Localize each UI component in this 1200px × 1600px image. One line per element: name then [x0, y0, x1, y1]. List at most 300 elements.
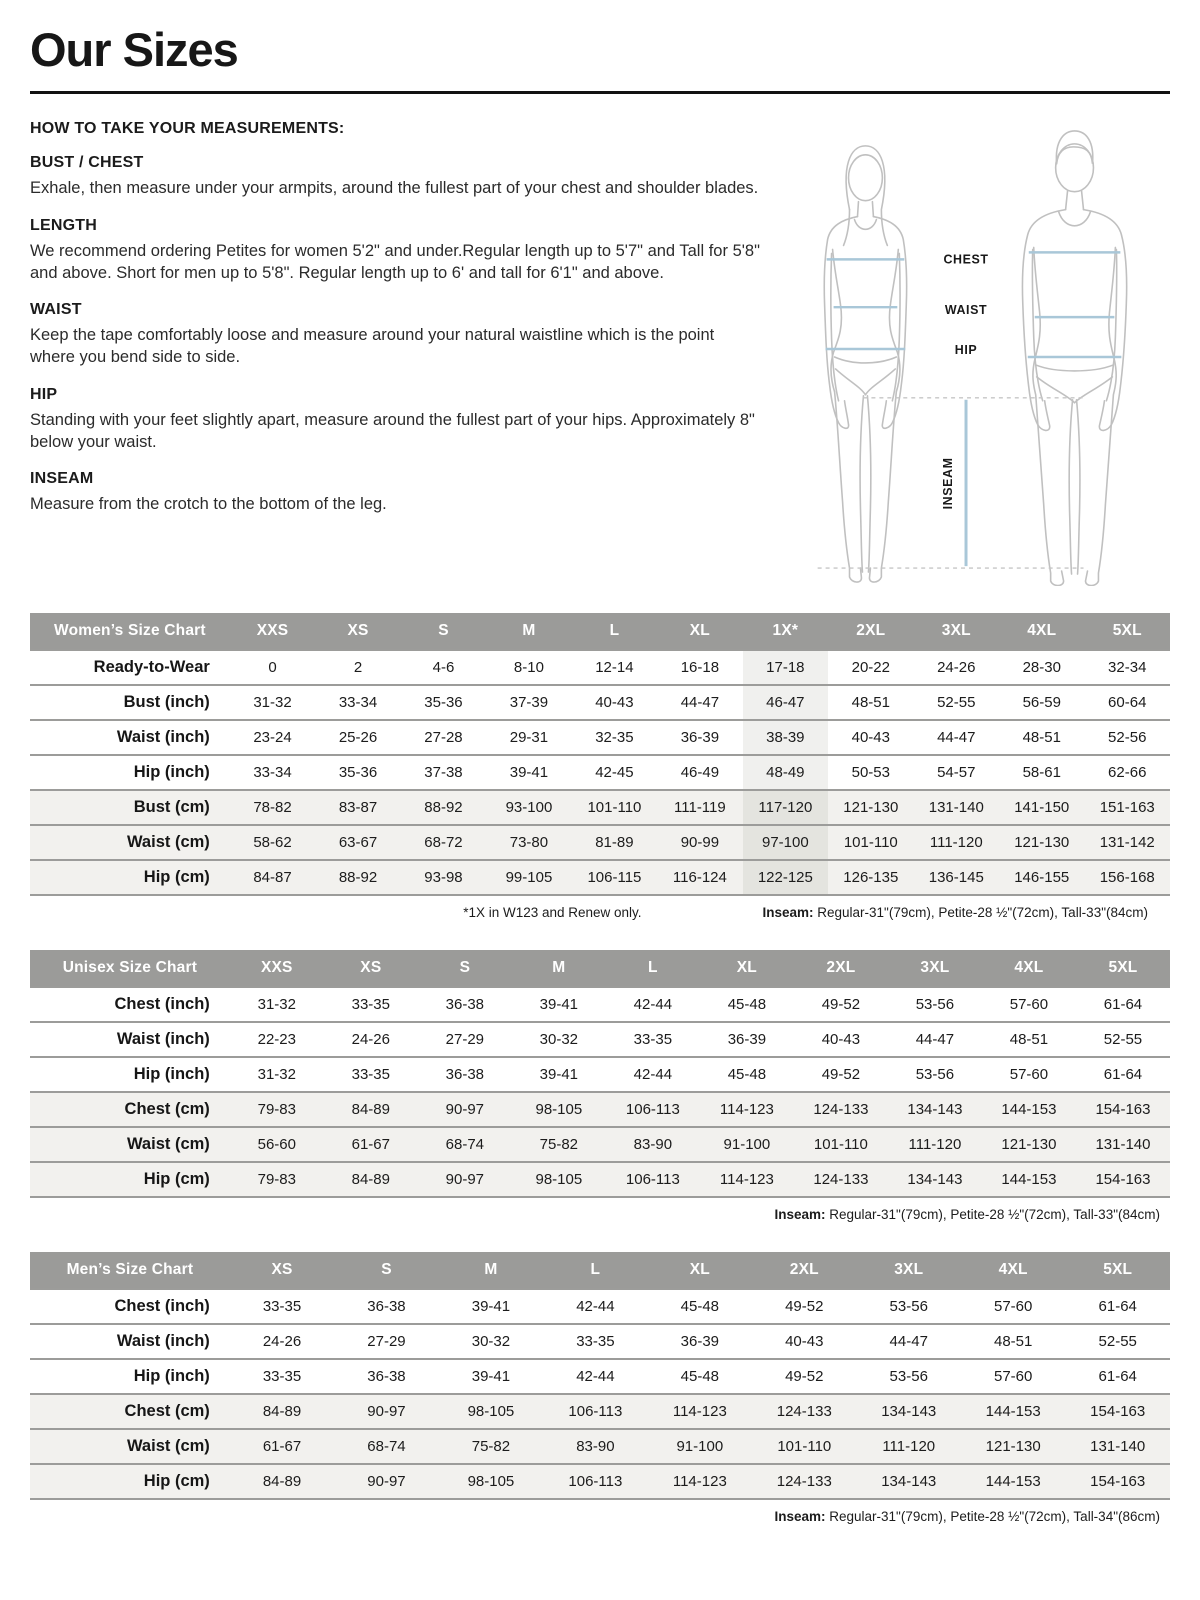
size-cell: 156-168 — [1099, 869, 1155, 886]
size-cell: 44-47 — [680, 694, 720, 711]
size-cell: 63-67 — [338, 834, 378, 851]
size-column-header: S — [418, 950, 512, 987]
size-cell: 98-105 — [535, 1171, 583, 1188]
table-row — [30, 987, 1170, 1022]
size-cell: 25-26 — [338, 729, 378, 746]
size-column-header: 4XL — [961, 1252, 1065, 1289]
waist-label: WAIST — [944, 303, 988, 318]
page-title: Our Sizes — [30, 23, 238, 76]
size-cell: 52-55 — [937, 694, 976, 711]
size-cell: 111-119 — [674, 799, 726, 816]
size-column-header: 5XL — [1065, 1252, 1170, 1289]
size-cell: 60-64 — [1108, 694, 1147, 711]
table-row — [30, 1092, 1170, 1127]
size-cell: 101-110 — [813, 1136, 868, 1153]
section-heading: WAIST — [30, 301, 82, 319]
size-cell: 46-49 — [680, 764, 720, 781]
size-column-header: 5XL — [1076, 950, 1170, 987]
size-cell: 44-47 — [889, 1333, 928, 1350]
size-cell: 90-97 — [367, 1403, 406, 1420]
size-cell: 83-90 — [576, 1438, 615, 1455]
womens-size-chart-table — [30, 613, 1170, 896]
row-label: Chest (inch) — [114, 1297, 210, 1315]
size-cell: 91-100 — [723, 1136, 771, 1153]
size-cell: 48-51 — [994, 1333, 1033, 1350]
unisex-size-chart-block — [30, 950, 1170, 1222]
table-row — [30, 755, 1170, 790]
section-body: We recommend ordering Petites for women 5'2" and under.Regular length up to 5'7" and Tall for 5'8" and above. Short for men up to 5'8". Regular length up to 6' and tall for 6'1" and above. — [30, 241, 760, 282]
section-heading: INSEAM — [30, 470, 94, 488]
row-label: Hip (cm) — [143, 868, 210, 886]
size-cell: 39-41 — [539, 996, 579, 1013]
size-cell: 57-60 — [1009, 1066, 1049, 1083]
row-label: Chest (cm) — [124, 1100, 210, 1118]
row-label: Hip (inch) — [133, 1367, 210, 1385]
size-column-header: XS — [230, 1252, 334, 1289]
table-title: Women’s Size Chart — [30, 613, 230, 650]
row-label: Bust (inch) — [123, 693, 210, 711]
row-label: Waist (cm) — [126, 833, 210, 851]
size-cell: 40-43 — [851, 729, 890, 746]
size-cell: 0 — [268, 659, 277, 676]
female-figure-outline — [824, 146, 906, 582]
table-title: Unisex Size Chart — [30, 950, 230, 987]
size-cell: 36-39 — [680, 1333, 720, 1350]
row-label: Chest (inch) — [114, 995, 210, 1013]
size-column-header: 3XL — [914, 613, 999, 650]
size-cell: 53-56 — [889, 1298, 928, 1315]
size-cell: 8-10 — [513, 659, 544, 676]
table-row — [30, 1464, 1170, 1499]
size-column-header: 3XL — [888, 950, 982, 987]
size-cell: 31-32 — [257, 996, 296, 1013]
size-cell: 56-60 — [257, 1136, 296, 1153]
inseam-note — [774, 1207, 1160, 1222]
inseam-note — [774, 1509, 1160, 1524]
size-cell: 24-26 — [351, 1031, 390, 1048]
size-cell: 49-52 — [785, 1298, 824, 1315]
mens-size-chart-table — [30, 1252, 1170, 1500]
size-cell: 36-38 — [445, 996, 485, 1013]
size-cell: 68-74 — [367, 1438, 406, 1455]
size-cell: 42-44 — [576, 1298, 615, 1315]
womens-footnote — [30, 905, 1170, 920]
size-cell: 48-51 — [1022, 729, 1061, 746]
size-cell: 39-41 — [471, 1298, 511, 1315]
size-cell: 90-97 — [445, 1101, 485, 1118]
instruction-section-hip — [30, 386, 760, 454]
size-cell: 61-64 — [1098, 1298, 1137, 1315]
table-row — [30, 1127, 1170, 1162]
unisex-footnote — [30, 1207, 1170, 1222]
size-cell: 68-74 — [445, 1136, 485, 1153]
size-cell: 30-32 — [539, 1031, 579, 1048]
size-column-header: XXS — [230, 613, 315, 650]
size-cell: 39-41 — [509, 764, 549, 781]
size-cell: 2 — [353, 659, 363, 676]
size-column-header: M — [512, 950, 606, 987]
instruction-section-waist — [30, 301, 760, 369]
size-cell: 121-130 — [843, 799, 899, 816]
size-cell: 131-140 — [928, 799, 984, 816]
size-cell: 144-153 — [1001, 1171, 1057, 1188]
size-cell: 12-14 — [595, 659, 634, 676]
size-cell: 57-60 — [994, 1368, 1033, 1385]
size-cell: 144-153 — [1001, 1101, 1057, 1118]
size-cell: 33-35 — [633, 1031, 673, 1048]
size-cell: 121-130 — [1001, 1136, 1057, 1153]
instruction-section-inseam — [30, 470, 760, 516]
size-cell: 42-45 — [595, 764, 634, 781]
size-cell: 61-67 — [262, 1438, 302, 1455]
size-cell: 36-39 — [680, 729, 720, 746]
size-cell: 35-36 — [424, 694, 463, 711]
size-cell: 57-60 — [1009, 996, 1049, 1013]
row-label: Hip (inch) — [133, 1065, 210, 1083]
size-cell: 16-18 — [680, 659, 720, 676]
size-cell: 56-59 — [1022, 694, 1061, 711]
size-cell: 99-105 — [505, 869, 553, 886]
size-cell: 131-142 — [1099, 834, 1155, 851]
size-cell: 27-29 — [367, 1333, 406, 1350]
size-cell: 84-89 — [262, 1473, 302, 1490]
size-cell: 79-83 — [257, 1171, 296, 1188]
size-charts — [30, 613, 1170, 1524]
size-cell: 124-133 — [813, 1171, 869, 1188]
table-row — [30, 1057, 1170, 1092]
size-cell: 48-51 — [1009, 1031, 1049, 1048]
size-cell: 32-34 — [1108, 659, 1147, 676]
size-cell: 88-92 — [338, 869, 378, 886]
size-table-header-row — [30, 613, 1170, 650]
table-row — [30, 1394, 1170, 1429]
size-column-header: S — [334, 1252, 438, 1289]
row-label: Waist (cm) — [126, 1437, 210, 1455]
table-row — [30, 1324, 1170, 1359]
size-column-header: XS — [315, 613, 400, 650]
size-cell: 90-97 — [445, 1171, 485, 1188]
unisex-size-chart-table — [30, 950, 1170, 1198]
size-cell: 124-133 — [813, 1101, 869, 1118]
section-heading: BUST / CHEST — [30, 154, 144, 171]
size-cell: 48-49 — [743, 755, 828, 790]
size-cell: 53-56 — [915, 1066, 955, 1083]
size-cell: 141-150 — [1014, 799, 1070, 816]
size-cell: 84-89 — [351, 1171, 390, 1188]
size-cell: 39-41 — [471, 1368, 511, 1385]
size-column-header: 4XL — [982, 950, 1076, 987]
size-cell: 35-36 — [338, 764, 378, 781]
size-cell: 29-31 — [509, 729, 549, 746]
size-cell: 106-115 — [587, 869, 642, 886]
size-cell: 53-56 — [915, 996, 955, 1013]
size-cell: 32-35 — [595, 729, 634, 746]
size-cell: 31-32 — [257, 1066, 296, 1083]
size-cell: 49-52 — [785, 1368, 824, 1385]
mens-size-chart-block — [30, 1252, 1170, 1524]
size-cell: 144-153 — [985, 1403, 1041, 1420]
size-cell: 23-24 — [253, 729, 292, 746]
size-cell: 28-30 — [1022, 659, 1061, 676]
size-cell: 101-110 — [587, 799, 642, 816]
size-cell: 126-135 — [843, 869, 899, 886]
size-cell: 144-153 — [985, 1473, 1041, 1490]
size-cell: 49-52 — [821, 996, 861, 1013]
size-cell: 154-163 — [1090, 1403, 1146, 1420]
section-heading: LENGTH — [30, 216, 97, 234]
size-column-header: 5XL — [1084, 613, 1170, 650]
size-column-header: S — [401, 613, 486, 650]
inseam-note-value: Regular-31"(79cm), Petite-28 ½"(72cm), Tall-33"(84cm) — [825, 1207, 1160, 1222]
size-cell: 114-123 — [672, 1473, 727, 1490]
size-cell: 75-82 — [539, 1136, 579, 1153]
measurement-instructions — [30, 118, 760, 591]
inseam-note — [762, 905, 1148, 920]
size-cell: 33-34 — [253, 764, 292, 781]
title-divider — [30, 91, 1170, 94]
row-label: Hip (cm) — [143, 1170, 210, 1188]
measurement-lines — [818, 252, 1122, 568]
inseam-note-value: Regular-31"(79cm), Petite-28 ½"(72cm), Tall-34"(86cm) — [825, 1509, 1160, 1524]
size-column-header: XXS — [230, 950, 324, 987]
size-cell: 121-130 — [985, 1438, 1041, 1455]
size-cell: 111-120 — [929, 834, 983, 851]
size-cell: 114-123 — [672, 1403, 727, 1420]
table-row — [30, 650, 1170, 685]
size-cell: 62-66 — [1108, 764, 1147, 781]
row-label: Bust (cm) — [133, 798, 210, 816]
size-cell: 53-56 — [889, 1368, 928, 1385]
size-column-header: XL — [648, 1252, 752, 1289]
size-cell: 114-123 — [719, 1101, 774, 1118]
size-cell: 122-125 — [743, 860, 828, 895]
size-cell: 33-35 — [576, 1333, 615, 1350]
size-cell: 30-32 — [471, 1333, 511, 1350]
size-cell: 57-60 — [994, 1298, 1033, 1315]
womens-size-chart-block — [30, 613, 1170, 920]
size-cell: 134-143 — [907, 1101, 963, 1118]
size-cell: 33-35 — [262, 1298, 302, 1315]
size-cell: 136-145 — [928, 869, 984, 886]
size-cell: 106-113 — [625, 1101, 680, 1118]
row-label: Waist (inch) — [116, 728, 210, 746]
size-cell: 42-44 — [576, 1368, 615, 1385]
row-label: Chest (cm) — [124, 1402, 210, 1420]
size-cell: 31-32 — [253, 694, 292, 711]
size-cell: 134-143 — [881, 1473, 937, 1490]
size-column-header: L — [606, 950, 700, 987]
size-cell: 91-100 — [676, 1438, 724, 1455]
size-cell: 58-62 — [253, 834, 292, 851]
size-cell: 42-44 — [633, 996, 673, 1013]
size-cell: 24-26 — [937, 659, 976, 676]
section-body: Keep the tape comfortably loose and measure around your natural waistline which is the point where you bend side to side. — [30, 326, 715, 367]
size-column-header: L — [543, 1252, 647, 1289]
size-cell: 61-67 — [351, 1136, 390, 1153]
table-row — [30, 1022, 1170, 1057]
body-measurement-illustration — [770, 118, 1170, 586]
size-cell: 97-100 — [743, 825, 828, 860]
size-cell: 45-48 — [727, 996, 767, 1013]
size-cell: 52-56 — [1108, 729, 1147, 746]
instruction-section-bust-chest — [30, 154, 760, 200]
size-cell: 24-26 — [262, 1333, 302, 1350]
size-column-header: 3XL — [857, 1252, 961, 1289]
table-row — [30, 720, 1170, 755]
size-cell: 38-39 — [743, 720, 828, 755]
size-cell: 45-48 — [727, 1066, 767, 1083]
size-cell: 68-72 — [424, 834, 463, 851]
size-cell: 131-140 — [1095, 1136, 1151, 1153]
size-cell: 79-83 — [257, 1101, 296, 1118]
measurement-diagram — [770, 118, 1170, 591]
measurement-content — [30, 118, 1170, 591]
size-cell: 52-55 — [1103, 1031, 1143, 1048]
size-cell: 20-22 — [851, 659, 890, 676]
size-cell: 73-80 — [509, 834, 549, 851]
size-cell: 154-163 — [1090, 1473, 1146, 1490]
size-cell: 33-35 — [351, 996, 390, 1013]
size-cell: 44-47 — [915, 1031, 955, 1048]
size-cell: 93-98 — [424, 869, 463, 886]
size-column-header: 2XL — [752, 1252, 856, 1289]
size-cell: 131-140 — [1090, 1438, 1146, 1455]
size-cell: 37-38 — [424, 764, 463, 781]
section-body: Exhale, then measure under your armpits, around the fullest part of your chest and shoulder blades. — [30, 179, 759, 197]
size-cell: 40-43 — [821, 1031, 861, 1048]
size-column-header: XS — [324, 950, 418, 987]
hip-label: HIP — [954, 342, 978, 357]
size-cell: 45-48 — [680, 1368, 720, 1385]
size-cell: 50-53 — [851, 764, 890, 781]
size-cell: 146-155 — [1014, 869, 1070, 886]
size-cell: 42-44 — [633, 1066, 673, 1083]
section-body: Measure from the crotch to the bottom of the leg. — [30, 495, 387, 514]
table-row — [30, 1162, 1170, 1197]
row-label: Waist (inch) — [116, 1332, 210, 1350]
one-x-note: *1X in W123 and Renew only. — [463, 905, 642, 920]
size-cell: 98-105 — [467, 1403, 515, 1420]
size-cell: 154-163 — [1095, 1171, 1151, 1188]
size-cell: 36-38 — [367, 1368, 406, 1385]
size-cell: 61-64 — [1103, 996, 1143, 1013]
size-cell: 116-124 — [672, 869, 727, 886]
size-cell: 101-110 — [843, 834, 898, 851]
table-row — [30, 1359, 1170, 1394]
size-cell: 88-92 — [424, 799, 463, 816]
size-cell: 81-89 — [595, 834, 634, 851]
size-cell: 98-105 — [467, 1473, 515, 1490]
size-cell: 111-120 — [908, 1136, 962, 1153]
size-cell: 84-89 — [351, 1101, 390, 1118]
size-cell: 75-82 — [471, 1438, 511, 1455]
size-cell: 33-34 — [338, 694, 378, 711]
inseam-note-value: Regular-31"(79cm), Petite-28 ½"(72cm), Tall-33"(84cm) — [813, 905, 1148, 920]
size-cell: 124-133 — [776, 1403, 832, 1420]
size-column-header: M — [439, 1252, 543, 1289]
size-cell: 106-113 — [568, 1473, 623, 1490]
mens-footnote — [30, 1509, 1170, 1524]
size-column-header: XL — [657, 613, 742, 650]
size-cell: 33-35 — [262, 1368, 302, 1385]
inseam-note-label: Inseam: — [774, 1509, 826, 1524]
size-cell: 93-100 — [505, 799, 553, 816]
row-label: Waist (inch) — [116, 1030, 210, 1048]
size-cell: 117-120 — [743, 790, 828, 825]
instruction-section-length — [30, 217, 760, 285]
size-cell: 4-6 — [432, 659, 455, 676]
size-cell: 40-43 — [785, 1333, 824, 1350]
size-cell: 84-87 — [253, 869, 292, 886]
size-cell: 46-47 — [743, 685, 828, 720]
size-cell: 17-18 — [743, 650, 828, 685]
size-cell: 52-55 — [1098, 1333, 1137, 1350]
inseam-note-label: Inseam: — [774, 1207, 826, 1222]
row-label: Hip (cm) — [143, 1472, 210, 1490]
table-row — [30, 825, 1170, 860]
size-cell: 151-163 — [1099, 799, 1155, 816]
table-row — [30, 790, 1170, 825]
size-cell: 106-113 — [625, 1171, 680, 1188]
size-cell: 44-47 — [937, 729, 976, 746]
size-cell: 114-123 — [719, 1171, 774, 1188]
section-body: Standing with your feet slightly apart, measure around the fullest part of your hips. Approximately 8" below your waist. — [30, 410, 755, 451]
size-cell: 49-52 — [821, 1066, 861, 1083]
inseam-note-label: Inseam: — [762, 905, 814, 920]
size-cell: 58-61 — [1022, 764, 1061, 781]
size-cell: 27-29 — [445, 1031, 485, 1048]
size-cell: 54-57 — [937, 764, 976, 781]
size-cell: 98-105 — [535, 1101, 583, 1118]
size-column-header: 2XL — [828, 613, 913, 650]
size-column-header: 4XL — [999, 613, 1084, 650]
size-cell: 121-130 — [1014, 834, 1070, 851]
size-cell: 36-39 — [727, 1031, 767, 1048]
row-label: Waist (cm) — [126, 1135, 210, 1153]
size-cell: 36-38 — [445, 1066, 485, 1083]
size-cell: 83-87 — [338, 799, 378, 816]
instructions-heading: HOW TO TAKE YOUR MEASUREMENTS: — [30, 120, 345, 137]
table-row — [30, 1429, 1170, 1464]
table-row — [30, 860, 1170, 895]
size-cell: 111-120 — [882, 1438, 936, 1455]
size-cell: 37-39 — [509, 694, 549, 711]
size-cell: 36-38 — [367, 1298, 406, 1315]
row-label: Ready-to-Wear — [93, 658, 210, 676]
size-cell: 90-99 — [680, 834, 720, 851]
section-heading: HIP — [30, 385, 58, 403]
inseam-label: INSEAM — [941, 457, 956, 510]
size-cell: 39-41 — [539, 1066, 579, 1083]
size-cell: 48-51 — [851, 694, 890, 711]
size-cell: 90-97 — [367, 1473, 406, 1490]
size-cell: 61-64 — [1103, 1066, 1143, 1083]
size-cell: 83-90 — [633, 1136, 673, 1153]
size-column-header: 2XL — [794, 950, 888, 987]
size-cell: 101-110 — [777, 1438, 832, 1455]
size-cell: 106-113 — [568, 1403, 623, 1420]
size-table-header-row — [30, 1252, 1170, 1289]
size-cell: 84-89 — [262, 1403, 302, 1420]
table-row — [30, 685, 1170, 720]
size-cell: 61-64 — [1098, 1368, 1137, 1385]
size-table-header-row — [30, 950, 1170, 987]
size-cell: 45-48 — [680, 1298, 720, 1315]
size-cell: 33-35 — [351, 1066, 390, 1083]
size-cell: 27-28 — [424, 729, 463, 746]
size-cell: 78-82 — [253, 799, 292, 816]
size-cell: 40-43 — [595, 694, 634, 711]
